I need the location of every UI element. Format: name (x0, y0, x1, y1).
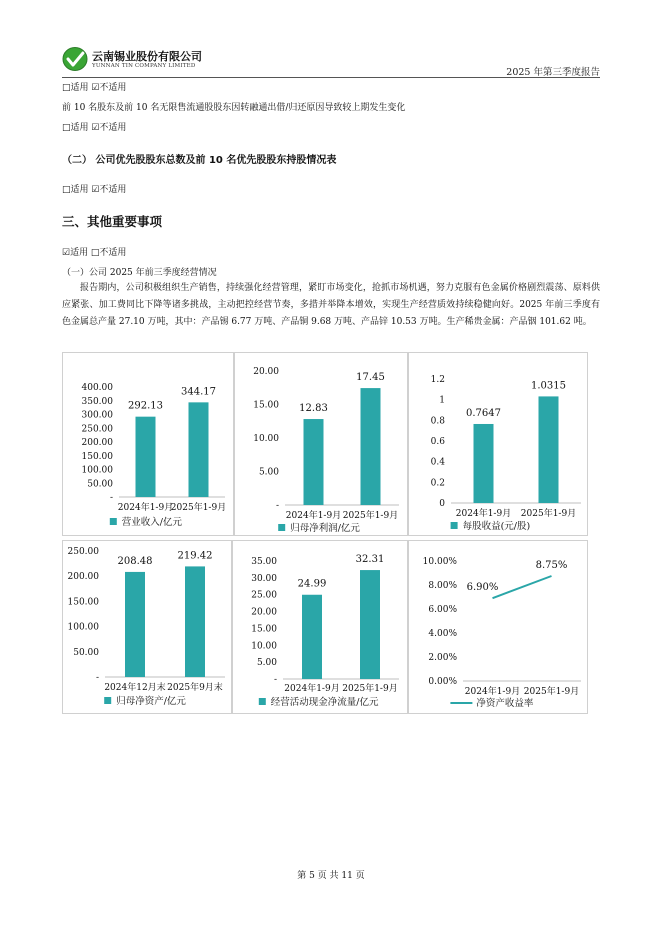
y-tick-label: 100.00 (81, 465, 113, 476)
category-label: 2025年1-9月 (523, 687, 580, 697)
y-tick-label: 10.00 (253, 434, 279, 444)
y-tick-label: 5.00 (256, 658, 277, 669)
legend-swatch (259, 698, 266, 705)
bar (474, 424, 494, 503)
page-number: 第 5 页 共 11 页 (297, 871, 365, 881)
y-tick-label: 15.00 (253, 400, 279, 411)
category-label: 2025年1-9月 (342, 511, 399, 521)
y-tick-label: 0.2 (430, 478, 445, 489)
report-title: 2025 年第三季度报告 (506, 67, 600, 78)
legend-swatch (110, 518, 117, 525)
category-label: 2024年1-9月 (464, 687, 521, 697)
bar (125, 572, 145, 677)
y-tick-label: 100.00 (67, 622, 99, 633)
category-label: 2024年1-9月 (117, 503, 174, 513)
category-label: 2025年9月末 (167, 683, 223, 693)
y-tick-label: 0.00% (428, 677, 457, 687)
y-tick-label: 350.00 (81, 396, 113, 407)
y-tick-label: 250.00 (67, 547, 99, 557)
legend-swatch (451, 522, 458, 529)
data-label: 17.45 (356, 372, 385, 384)
bar (304, 419, 324, 505)
y-tick-label: 10.00% (422, 557, 457, 567)
y-tick-label: - (109, 493, 113, 503)
data-label: 208.48 (117, 555, 153, 567)
bar (539, 396, 559, 503)
y-tick-label: 20.00 (253, 367, 279, 377)
operations-subtitle: （一）公司 2025 年前三季度经营情况 (62, 268, 217, 278)
transfer-lending-note: 前 10 名股东及前 10 名无限售流通股股东因转融通出借/归还原因导致较上期发生变化 (62, 103, 406, 113)
y-tick-label: 150.00 (81, 451, 113, 462)
applicability-note-4: ☑适用 □不适用 (62, 248, 127, 258)
legend-swatch (104, 697, 111, 704)
section-other-matters-title: 三、其他重要事项 (62, 214, 163, 229)
data-label: 8.75% (535, 560, 568, 571)
y-tick-label: 10.00 (251, 641, 277, 652)
legend-label: 净资产收益率 (476, 698, 534, 709)
legend-label: 归母净资产/亿元 (116, 696, 186, 707)
y-tick-label: 300.00 (81, 410, 113, 421)
data-label: 292.13 (128, 400, 163, 412)
bar (185, 566, 205, 677)
category-label: 2024年1-9月 (284, 684, 340, 694)
y-tick-label: 50.00 (87, 479, 113, 490)
y-tick-label: 30.00 (251, 573, 277, 584)
category-label: 2025年1-9月 (170, 503, 227, 513)
bar (136, 417, 156, 497)
y-tick-label: 8.00% (428, 581, 457, 591)
y-tick-label: - (95, 673, 99, 683)
y-tick-label: - (275, 501, 279, 511)
y-tick-label: 400.00 (81, 383, 113, 393)
category-label: 2024年1-9月 (285, 511, 342, 521)
data-label: 32.31 (355, 554, 385, 566)
operating-cashflow-chart (232, 540, 408, 714)
revenue-chart (62, 352, 234, 536)
company-name-en: YUNNAN TIN COMPANY LIMITED (92, 63, 196, 69)
bar (360, 570, 380, 679)
y-tick-label: 250.00 (81, 424, 113, 435)
net-profit-chart (234, 352, 408, 536)
roe-chart (408, 540, 588, 714)
legend-label: 营业收入/亿元 (121, 517, 183, 528)
y-tick-label: 50.00 (73, 647, 99, 658)
category-label: 2024年12月末 (104, 683, 166, 693)
data-label: 12.83 (299, 403, 328, 415)
y-tick-label: 25.00 (251, 590, 277, 601)
y-tick-label: 0 (439, 499, 445, 509)
data-label: 6.90% (466, 582, 499, 594)
y-tick-label: 15.00 (251, 624, 277, 635)
logo-mark-icon (62, 46, 90, 72)
data-label: 344.17 (181, 386, 216, 398)
data-label: 24.99 (297, 578, 327, 590)
bar (302, 595, 322, 679)
legend-label: 每股收益(元/股) (462, 521, 531, 532)
y-tick-label: 20.00 (251, 607, 277, 618)
y-tick-label: 0.4 (430, 457, 445, 468)
category-label: 2025年1-9月 (520, 509, 577, 519)
data-label: 1.0315 (531, 380, 566, 392)
company-name-cn: 云南锡业股份有限公司 (92, 50, 202, 63)
y-tick-label: 200.00 (67, 572, 99, 583)
data-label: 219.42 (177, 550, 213, 562)
applicability-note-3: □适用 ☑不适用 (62, 185, 127, 195)
y-tick-label: 200.00 (81, 438, 113, 448)
applicability-note-1: □适用 ☑不适用 (62, 83, 127, 93)
bar (189, 402, 209, 497)
y-tick-label: 5.00 (258, 467, 279, 478)
y-tick-label: 4.00% (428, 629, 457, 639)
y-tick-label: - (273, 675, 277, 685)
header-divider (62, 77, 600, 78)
legend-swatch (278, 524, 285, 531)
operations-paragraph: 报告期内，公司积极组织生产销售，持续强化经营管理，紧盯市场变化，抢抓市场机遇，努力克服有色金属价格剧烈震荡、原料供应紧张、加工费同比下降等诸多挑战，主动把控经营节奏，多措并举降本增效，实现生产经营质效持续稳健向好。2025 年前三季度有色金属总产量 27.10 万吨，其中：产品锡 6.77 万吨、产品铜 9.68 万吨、产品锌 10.53 万吨。生产稀贵金属：产品铟 101.62 吨。 (62, 283, 600, 327)
y-tick-label: 35.00 (251, 557, 277, 567)
applicability-note-2: □适用 ☑不适用 (62, 123, 127, 133)
y-tick-label: 1.2 (430, 375, 445, 385)
category-label: 2025年1-9月 (342, 684, 398, 694)
bar (361, 388, 381, 505)
y-tick-label: 1 (439, 395, 445, 406)
data-label: 0.7647 (466, 407, 501, 419)
category-label: 2024年1-9月 (455, 509, 512, 519)
net-assets-chart (62, 540, 232, 714)
y-tick-label: 6.00% (428, 605, 457, 615)
section-preferred-shareholders-title: （二） 公司优先股股东总数及前 10 名优先股股东持股情况表 (62, 155, 337, 166)
y-tick-label: 0.6 (430, 437, 445, 447)
series-line (493, 576, 552, 598)
y-tick-label: 2.00% (428, 653, 457, 663)
eps-chart (408, 352, 588, 536)
legend-label: 经营活动现金净流量/亿元 (270, 697, 379, 708)
y-tick-label: 150.00 (67, 597, 99, 608)
y-tick-label: 0.8 (430, 416, 445, 427)
legend-label: 归母净利润/亿元 (290, 523, 360, 534)
